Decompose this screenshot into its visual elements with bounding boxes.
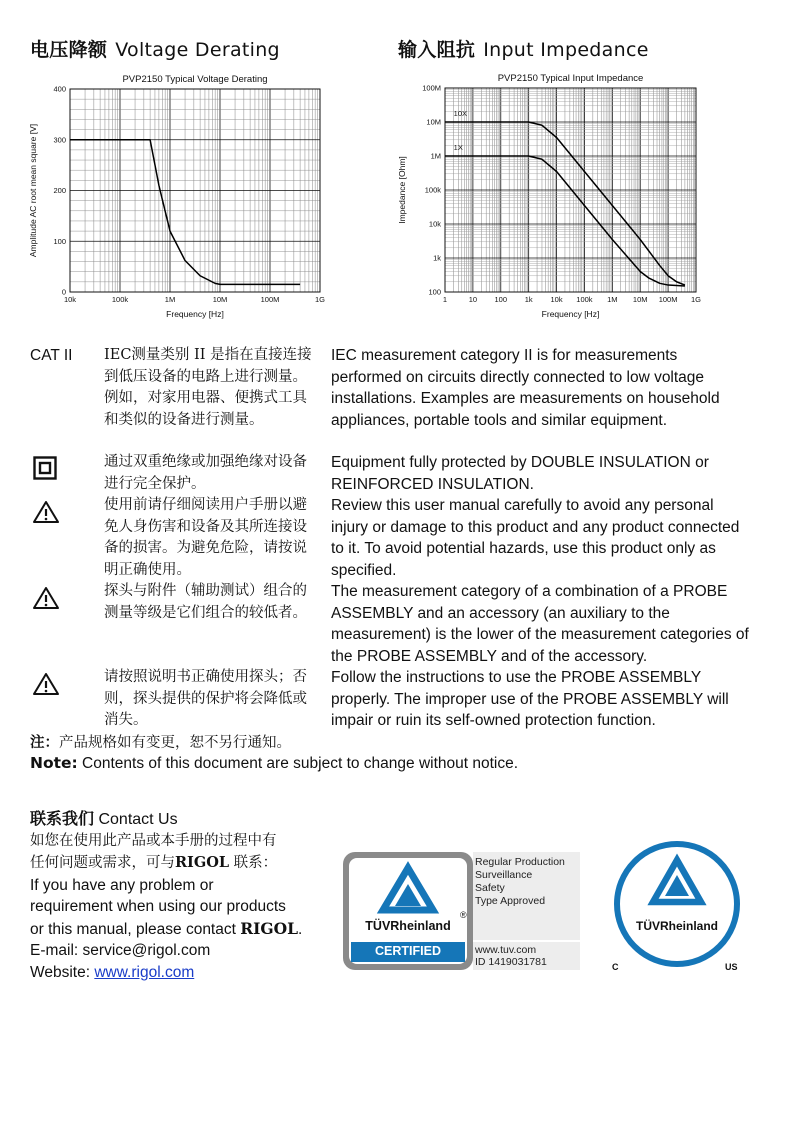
contact-en-line2: requirement when using our products [30,898,286,915]
tuv-brand-text: TÜVRheinland [365,919,451,933]
y-tick-label: 1k [433,253,441,263]
y-axis-label: Impedance [Ohm] [397,156,407,224]
y-tick-label: 100M [422,83,441,93]
x-tick-label: 10M [212,295,228,304]
y-tick-label: 10M [426,117,441,127]
us-mark: US [725,962,738,972]
x-tick-label: 1M [164,295,176,304]
x-tick-label: 10k [550,295,563,304]
note-cn-label: 注： [30,734,59,751]
series-label: 10X [453,109,468,118]
warning-triangle-icon [32,672,60,700]
y-tick-label: 0 [61,287,66,297]
chart-title: PVP2150 Typical Input Impedance [497,73,644,84]
y-axis-label: Amplitude AC root mean square [V] [28,123,38,258]
x-tick-label: 100k [111,295,129,304]
cat-ii-en-text: IEC measurement category II is for measurements performed on circuits directly connected to low voltage installations. Examples are measurements on household appliances, portable tools and similar equipment. [331,347,720,429]
x-tick-label: 10k [63,295,77,304]
tuv-round-logo [608,840,748,980]
measurement-category-en-text: The measurement category of a combination of a PROBE ASSEMBLY and an accessory (an auxiliary to the measurement) is the lower of the measurement categories of the PROBE ASSEMBLY and of the accessory. [331,583,749,665]
y-tick-label: 200 [53,186,66,195]
x-axis-label: Frequency [Hz] [166,309,224,319]
y-tick-label: 1M [430,151,441,161]
x-tick-label: 10 [468,295,478,304]
x-tick-label: 10M [632,295,648,304]
contact-title: 联系我们 Contact Us [30,809,178,828]
x-tick-label: 100M [658,295,678,304]
contact-block [30,808,330,983]
read-manual-en-text: Review this user manual carefully to avoid any personal injury or damage to this product and any product connected to it. To avoid potential hazards, use this product only as specified. [331,497,740,579]
double-insulation-cn-text: 通过双重绝缘或加强绝缘对设备进行完全保护。 [104,454,307,492]
x-tick-label: 100 [494,295,508,304]
contact-cn-line1: 如您在使用此产品或本手册的过程中有 [30,832,277,849]
read-manual-cn-text: 使用前请仔细阅读用户手册以避免人身伤害和设备及其所连接设备的损害。为避免危险，请按说明正确使用。 [104,497,307,578]
x-tick-label: 1G [690,295,702,304]
x-tick-label: 1G [314,295,326,304]
tuv-certified-logo [343,850,580,972]
cat-ii-label: CAT II [30,347,73,364]
x-tick-label: 100k [576,295,593,304]
y-tick-label: 400 [53,84,66,94]
x-tick-label: 100M [260,295,280,304]
note-en [30,753,518,775]
voltage-derating-heading: 电压降额 Voltage Derating [30,39,280,61]
note-en-label: Note: [30,754,78,772]
y-tick-label: 300 [53,135,66,145]
x-tick-label: 1M [607,295,618,304]
website-link[interactable]: www.rigol.com [94,963,195,981]
note-en-text: Contents of this document are subject to change without notice. [77,755,519,772]
certified-label: CERTIFIED [375,944,441,958]
x-tick-label: 1 [442,295,448,304]
c-mark: C [612,962,619,972]
y-tick-label: 100 [53,236,66,246]
cat-ii-cn-text: IEC测量类别 II 是指在直接连接到低压设备的电路上进行测量。例如，对家用电器、便携式工具和类似的设备进行测量。 [104,347,312,428]
warning-triangle-icon [32,586,60,614]
probe-usage-cn-text: 请按照说明书正确使用探头；否则，探头提供的保护将会降低或消失。 [104,669,307,728]
y-tick-label: 10k [428,219,441,229]
voltage-derating-chart [22,68,342,334]
contact-en-line3: or this manual, please contact RIGOL. [30,918,303,938]
contact-website: Website: www.rigol.com [30,963,195,981]
y-tick-label: 100 [428,287,441,297]
measurement-category-cn-text: 探头与附件（辅助测试）组合的测量等级是它们组合的较低者。 [104,583,307,621]
series-label: 1X [453,143,463,152]
tuv-round-brand: TÜVRheinland [635,919,718,933]
x-axis-label: Frequency [Hz] [541,309,600,319]
contact-email: E-mail: service@rigol.com [30,942,211,959]
contact-cn-line2: 任何问题或需求，可与RIGOL 联系： [30,854,278,871]
tuv-web-id: www.tuv.com ID 1419031781 [475,944,547,968]
y-tick-label: 100k [424,185,441,195]
note-cn [30,732,291,755]
double-insulation-en-text: Equipment fully protected by DOUBLE INSULATION or REINFORCED INSULATION. [331,454,709,493]
warning-triangle-icon [32,500,60,528]
chart-title: PVP2150 Typical Voltage Derating [122,74,268,85]
x-tick-label: 1k [524,295,533,304]
note-cn-text: 产品规格如有变更，恕不另行通知。 [59,735,291,751]
input-impedance-chart [393,68,713,334]
input-impedance-heading: 输入阻抗 Input Impedance [398,39,649,61]
tuv-info: Regular Production Surveillance Safety Type Approved [475,856,565,907]
double-insulation-icon [33,456,57,484]
contact-en-line1: If you have any problem or [30,876,214,894]
registered-mark: ® [460,910,467,920]
probe-usage-en-text: Follow the instructions to use the PROBE ASSEMBLY properly. The improper use of the PROBE ASSEMBLY will impair or ruin its self-owned protection function. [331,669,729,729]
